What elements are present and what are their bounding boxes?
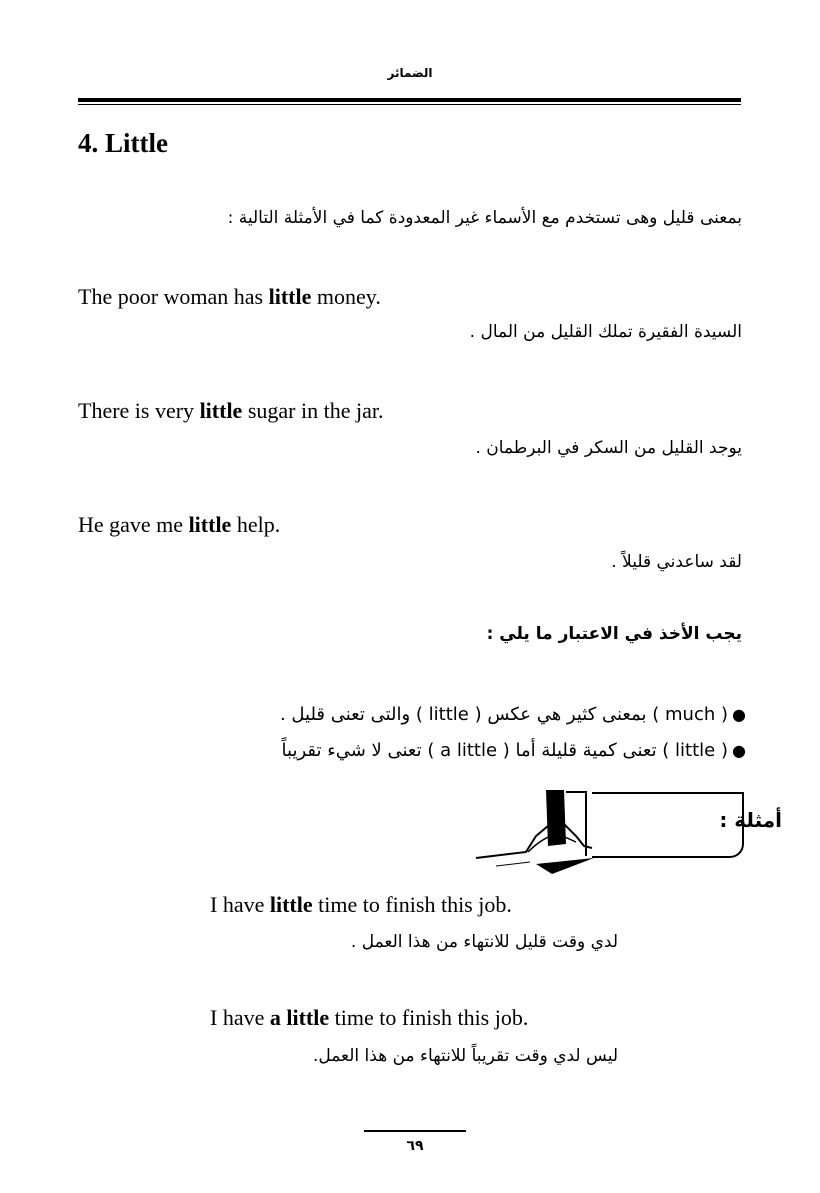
bullet-list	[190, 696, 750, 768]
example-en-2: There is very little sugar in the jar.	[78, 398, 384, 423]
bullet-icon: ●	[732, 740, 746, 760]
running-header: الضمائر	[387, 66, 433, 80]
example-en-1: The poor woman has little money.	[78, 284, 381, 309]
note-heading: يجب الأخذ في الاعتبار ما يلي :	[486, 624, 742, 644]
examples-label: أمثلة :	[719, 808, 782, 832]
example-ar-2: يوجد القليل من السكر في البرطمان .	[475, 438, 742, 458]
header-rule-thin	[78, 104, 741, 105]
footer-rule	[364, 1130, 466, 1132]
intro-text: بمعنى قليل وهى تستخدم مع الأسماء غير المعدودة كما في الأمثلة التالية :	[227, 208, 742, 228]
bullet-item: ● ( much ) بمعنى كثير هي عكس ( little ) والتى تعنى قليل .	[190, 696, 750, 732]
example-ar-1: السيدة الفقيرة تملك القليل من المال .	[469, 322, 742, 342]
page-number: ٦٩	[406, 1138, 424, 1154]
bullet-item: ● ( little ) تعنى كمية قليلة أما ( a little ) تعنى لا شيء تقريباً	[190, 732, 750, 768]
section-heading: 4. Little	[78, 128, 168, 158]
example-en-3: He gave me little help.	[78, 512, 281, 537]
example-ar-3: لقد ساعدني قليلاً .	[611, 552, 742, 572]
bullet-icon: ●	[732, 704, 746, 724]
example-ar-5: ليس لدي وقت تقريباً للانتهاء من هذا العمل.	[312, 1046, 618, 1066]
example-en-5: I have a little time to finish this job.	[210, 1005, 529, 1030]
header-rule-thick	[78, 98, 741, 102]
pointing-hand-icon	[466, 786, 606, 876]
example-ar-4: لدي وقت قليل للانتهاء من هذا العمل .	[350, 932, 618, 952]
example-en-4: I have little time to finish this job.	[210, 892, 512, 917]
